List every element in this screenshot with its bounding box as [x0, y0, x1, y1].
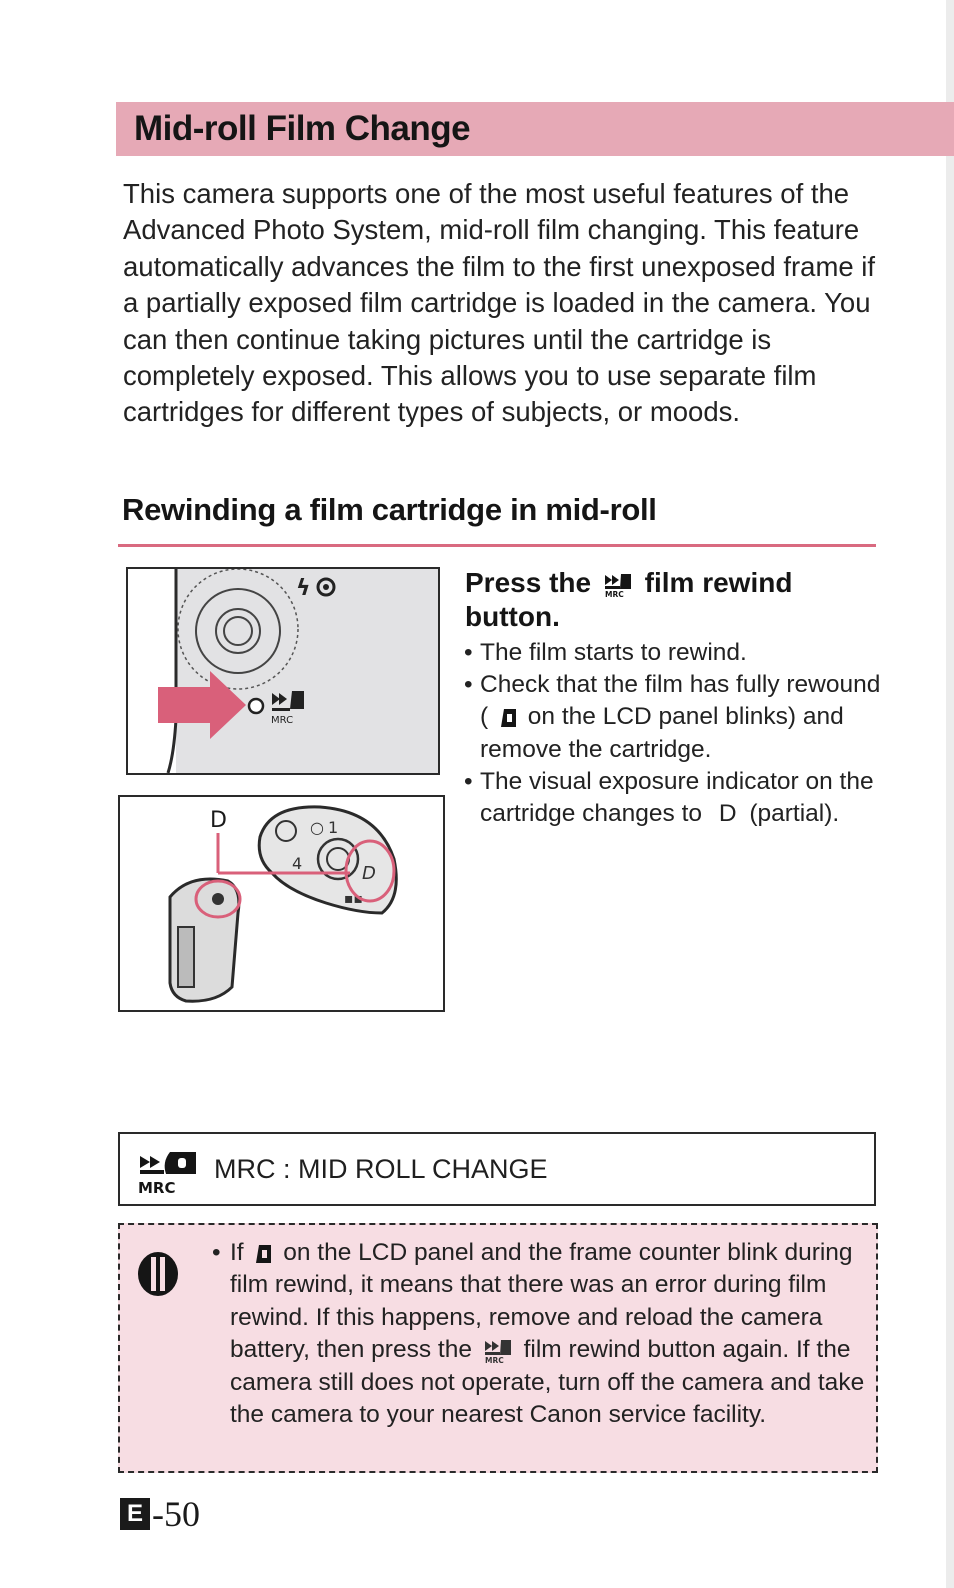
page-number [120, 1493, 200, 1535]
page-edge [946, 0, 954, 1588]
intro-paragraph: This camera supports one of the most useful features of the Advanced Photo System, mid-roll film changing. This feature automatically advances the film to the first unexposed frame if a partially exposed film cartridge is loaded in the camera. You can then continue taking pictures until the cartridge is completely exposed. This allows you to use separate film cartridges for different types of subjects, or moods. [123, 178, 876, 428]
page-number-text: -50 [152, 1494, 200, 1534]
partial-indicator-symbol: D [718, 800, 737, 828]
svg-text:D: D [362, 863, 376, 884]
cartridge-indicator-figure [118, 795, 445, 1012]
film-rewind-mrc-icon [483, 1339, 513, 1363]
language-badge: E [120, 1498, 150, 1530]
step-instruction [465, 566, 885, 634]
film-cartridge-lcd-icon [254, 1244, 272, 1264]
section-rule [118, 544, 876, 547]
title-band [116, 102, 954, 156]
bullet-check-rewound: • Check that the film has fully rewound ( on the LCD panel blinks) and remove the cartridge. [464, 669, 884, 766]
film-cartridge-lcd-icon [499, 708, 517, 728]
svg-text:1: 1 [328, 818, 339, 837]
bullet-indicator-change: • The visual exposure indicator on the cartridge changes to D (partial). [464, 766, 884, 830]
svg-text:▪▪: ▪▪ [344, 891, 363, 907]
page-title: Mid-roll Film Change [134, 109, 471, 148]
svg-text:MRC: MRC [138, 1179, 176, 1196]
bullet-rewind-start: • The film starts to rewind. [464, 637, 884, 669]
film-rewind-mrc-icon [603, 573, 633, 597]
mrc-legend-box [118, 1132, 876, 1206]
step-suffix: film rewind button. [465, 567, 793, 632]
caution-note-box [118, 1223, 878, 1473]
svg-text:○: ○ [310, 818, 324, 837]
mrc-icon [136, 1144, 200, 1196]
svg-text:4: 4 [292, 854, 303, 873]
step-bullets [464, 637, 884, 830]
caution-note-text: • If on the LCD panel and the frame counter blink during film rewind, it means that there was an error during film rewind. If this happens, remove and reload the camera battery, then press the MRC film rewind button again. If the camera still does not operate, turn off the camera and take the camera to your nearest Canon service facility. [212, 1239, 865, 1429]
svg-text:MRC: MRC [604, 589, 624, 597]
camera-rewind-button-figure [126, 567, 440, 775]
caution-icon [136, 1251, 180, 1297]
svg-text:MRC: MRC [271, 715, 294, 726]
indicator-label-d: D [210, 808, 227, 833]
svg-text:MRC: MRC [484, 1355, 504, 1363]
svg-text:ϟ: ϟ [296, 576, 311, 601]
step-prefix: Press the [465, 567, 592, 598]
mrc-legend-text: MRC : MID ROLL CHANGE [214, 1154, 548, 1184]
section-heading: Rewinding a film cartridge in mid-roll [122, 492, 657, 527]
